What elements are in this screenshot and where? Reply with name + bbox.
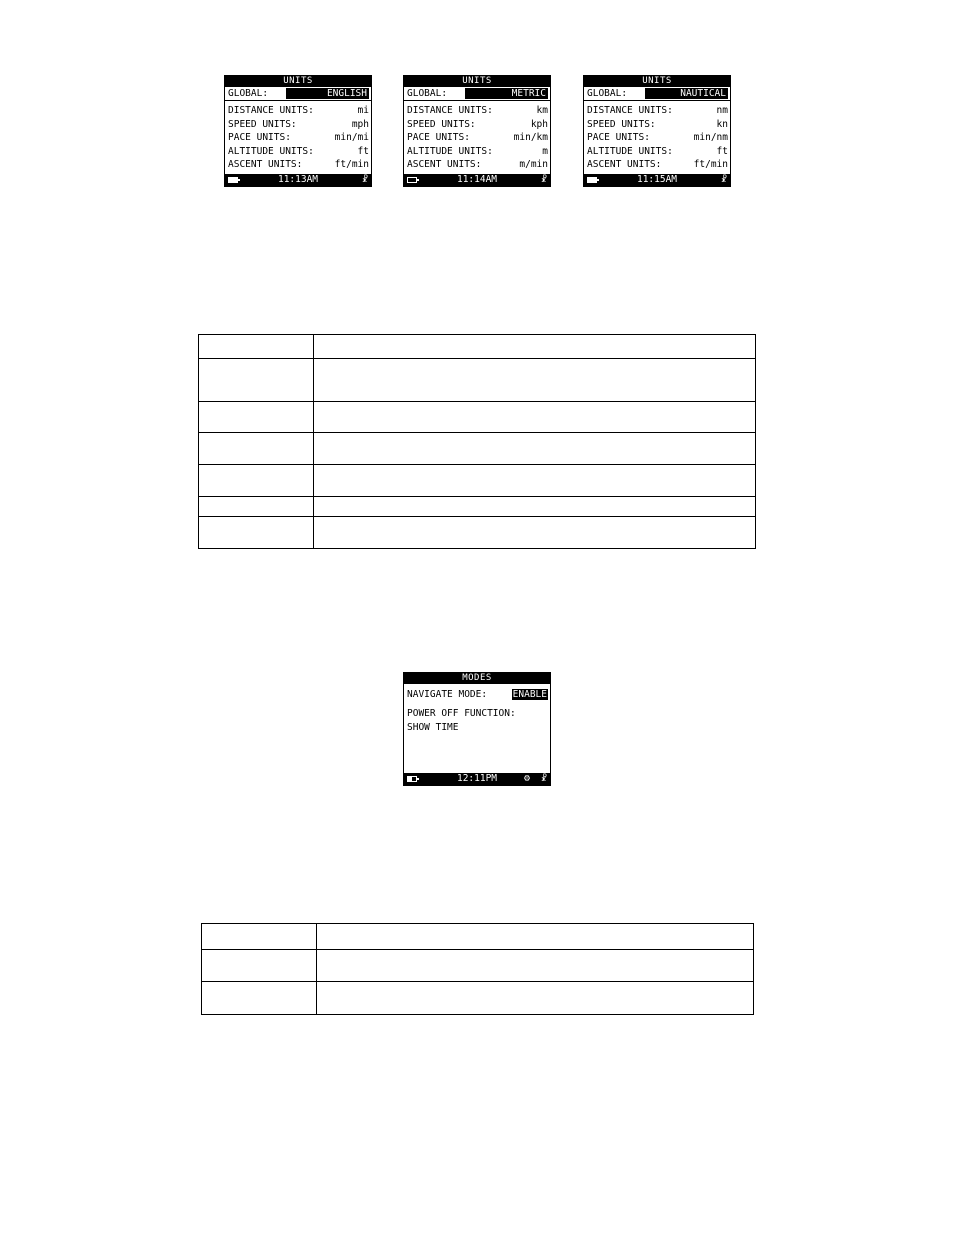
- row-value: ft/min: [334, 159, 369, 171]
- row-label: DISTANCE UNITS:: [407, 105, 493, 116]
- ascent-units-row[interactable]: [584, 158, 730, 172]
- global-setting[interactable]: [584, 87, 730, 101]
- modes-description-table: [201, 923, 754, 1015]
- units-screen-english: [224, 75, 372, 187]
- units-screen-metric: [403, 75, 551, 187]
- row-label: ASCENT UNITS:: [407, 159, 482, 171]
- speed-units-row[interactable]: [584, 118, 730, 132]
- table-cell: [314, 359, 756, 402]
- table-row: [199, 359, 756, 402]
- row-label: ALTITUDE UNITS:: [228, 145, 314, 157]
- row-label: ASCENT UNITS:: [587, 159, 662, 171]
- status-bar: [404, 773, 550, 785]
- power-off-value[interactable]: SHOW TIME: [407, 722, 459, 733]
- row-label: SPEED UNITS:: [228, 118, 297, 130]
- row-value: ft: [357, 145, 369, 157]
- row-value: nm: [716, 105, 728, 116]
- person-icon: ☧: [720, 174, 727, 185]
- row-value: mph: [351, 118, 369, 130]
- clock: 11:13AM: [277, 174, 319, 185]
- person-icon: ☧: [540, 174, 547, 185]
- altitude-units-row[interactable]: [584, 145, 730, 159]
- screen-title: UNITS: [225, 76, 371, 87]
- navigate-mode-value[interactable]: ENABLE: [512, 689, 547, 700]
- row-label: SPEED UNITS:: [407, 118, 476, 130]
- speed-units-row[interactable]: [225, 118, 371, 132]
- pace-units-row[interactable]: [404, 131, 550, 145]
- distance-units-row[interactable]: [584, 104, 730, 118]
- screen-title: MODES: [404, 673, 550, 684]
- table-row: [202, 950, 754, 982]
- distance-units-row[interactable]: [404, 104, 550, 118]
- table-cell: [317, 950, 754, 982]
- table-cell: [314, 402, 756, 433]
- units-description-table: [198, 334, 756, 549]
- table-cell: [199, 497, 314, 517]
- row-value: m/min: [519, 159, 548, 171]
- table-cell: [314, 335, 756, 359]
- table-cell: [314, 433, 756, 465]
- global-label: GLOBAL:: [587, 88, 628, 99]
- table-row: [199, 517, 756, 549]
- row-value: min/nm: [693, 132, 728, 144]
- table-row: [199, 402, 756, 433]
- power-off-label[interactable]: POWER OFF FUNCTION:: [407, 708, 516, 719]
- row-label: ASCENT UNITS:: [228, 159, 303, 171]
- ascent-units-row[interactable]: [404, 158, 550, 172]
- global-value[interactable]: ENGLISH: [286, 88, 369, 99]
- ascent-units-row[interactable]: [225, 158, 371, 172]
- clock: 11:15AM: [636, 174, 678, 185]
- altitude-units-row[interactable]: [225, 145, 371, 159]
- row-value: ft: [716, 145, 728, 157]
- global-setting[interactable]: [404, 87, 550, 101]
- table-row: [199, 335, 756, 359]
- navigate-mode-label: NAVIGATE MODE:: [407, 689, 488, 700]
- table-row: [202, 982, 754, 1015]
- row-label: SPEED UNITS:: [587, 118, 656, 130]
- table-cell: [199, 402, 314, 433]
- row-value: min/km: [513, 132, 548, 144]
- table-cell: [202, 950, 317, 982]
- table-row: [199, 497, 756, 517]
- row-label: DISTANCE UNITS:: [228, 105, 314, 116]
- table-cell: [199, 433, 314, 465]
- row-value: km: [536, 105, 548, 116]
- global-value[interactable]: NAUTICAL: [645, 88, 728, 99]
- clock: 12:11PM: [456, 773, 498, 784]
- row-value: ft/min: [693, 159, 728, 171]
- table-cell: [317, 982, 754, 1015]
- status-bar: [225, 174, 371, 186]
- row-value: kn: [716, 118, 728, 130]
- table-cell: [199, 517, 314, 549]
- row-label: ALTITUDE UNITS:: [587, 145, 673, 157]
- table-cell: [317, 924, 754, 950]
- row-value: kph: [530, 118, 548, 130]
- global-setting[interactable]: [225, 87, 371, 101]
- table-cell: [314, 517, 756, 549]
- table-cell: [314, 497, 756, 517]
- table-cell: [202, 924, 317, 950]
- table-cell: [314, 465, 756, 497]
- table-row: [202, 924, 754, 950]
- table-cell: [199, 335, 314, 359]
- global-value[interactable]: METRIC: [465, 88, 548, 99]
- table-row: [199, 433, 756, 465]
- table-cell: [199, 359, 314, 402]
- row-label: ALTITUDE UNITS:: [407, 145, 493, 157]
- clock: 11:14AM: [456, 174, 498, 185]
- units-screen-nautical: [583, 75, 731, 187]
- row-label: PACE UNITS:: [407, 132, 470, 144]
- table-cell: [199, 465, 314, 497]
- screen-title: UNITS: [584, 76, 730, 87]
- person-icon: ☧: [540, 773, 547, 784]
- pace-units-row[interactable]: [584, 131, 730, 145]
- table-row: [199, 465, 756, 497]
- pace-units-row[interactable]: [225, 131, 371, 145]
- global-label: GLOBAL:: [228, 88, 269, 99]
- row-label: PACE UNITS:: [228, 132, 291, 144]
- global-label: GLOBAL:: [407, 88, 448, 99]
- navigate-mode-row[interactable]: [404, 688, 550, 702]
- status-bar: [404, 174, 550, 186]
- table-cell: [202, 982, 317, 1015]
- altitude-units-row[interactable]: [404, 145, 550, 159]
- screen-title: UNITS: [404, 76, 550, 87]
- row-value: min/mi: [334, 132, 369, 144]
- row-label: PACE UNITS:: [587, 132, 650, 144]
- gear-icon: ⚙: [523, 773, 530, 784]
- row-value: m: [542, 145, 548, 157]
- distance-units-row[interactable]: [225, 104, 371, 118]
- row-label: DISTANCE UNITS:: [587, 105, 673, 116]
- person-icon: ☧: [361, 174, 368, 185]
- modes-screen: [403, 672, 551, 786]
- row-value: mi: [357, 105, 369, 116]
- speed-units-row[interactable]: [404, 118, 550, 132]
- status-bar: [584, 174, 730, 186]
